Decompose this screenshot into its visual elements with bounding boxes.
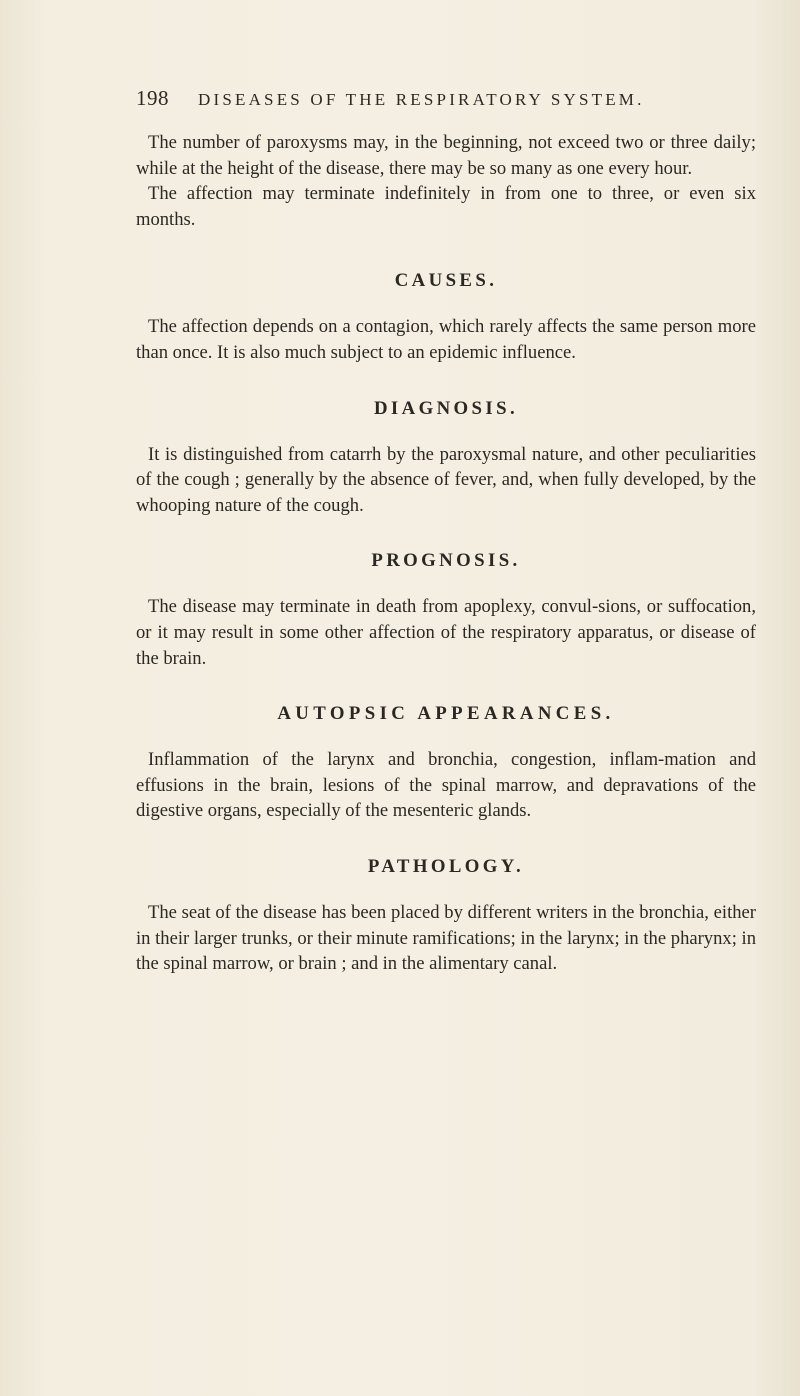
intro-paragraph: The number of paroxysms may, in the beginning, not exceed two or three daily; while at the height of the disease, there may be so many as one every hour. (136, 132, 756, 179)
section-heading-autopsic-appearances: AUTOPSIC APPEARANCES. (277, 703, 615, 725)
intro-paragraph: The affection may terminate indefinitely in from one to three, or even six months. (136, 183, 756, 230)
section-text-diagnosis: It is distinguished from catarrh by the paroxysmal nature, and other peculiarities of the cough ; generally by the absence of fever, and, when fully developed, by the whooping nature of the cough. (136, 443, 756, 516)
running-title: DISEASES OF THE RESPIRATORY SYSTEM. (198, 90, 645, 109)
section-heading-prognosis: PROGNOSIS. (371, 550, 521, 572)
page-number: 198 (136, 86, 169, 110)
section-heading-diagnosis: DIAGNOSIS. (373, 397, 519, 419)
section-heading-causes: CAUSES. (394, 270, 498, 292)
section-heading-pathology: PATHOLOGY. (367, 855, 525, 877)
section-text-autopsic-appearances: Inflammation of the larynx and bronchia, congestion, inflam-mation and effusions in the brain, lesions of the spinal marrow, and depravations of the digestive organs, especially of the mesenteric glands. (136, 749, 756, 822)
section-text-pathology: The seat of the disease has been placed by different writers in the bronchia, either in their larger trunks, or their minute ramifications; in the larynx; in the pharynx; in the spinal marrow, or brain ; and in the alimentary canal. (136, 901, 756, 975)
section-text-causes: The affection depends on a contagion, which rarely affects the same person more than once. It is also much subject to an epidemic influence. (136, 316, 756, 363)
section-text-prognosis: The disease may terminate in death from apoplexy, convul-sions, or suffocation, or it may result in some other affection of the respiratory apparatus, or disease of the brain. (136, 596, 756, 669)
running-head (136, 86, 756, 120)
book-page (136, 86, 756, 977)
